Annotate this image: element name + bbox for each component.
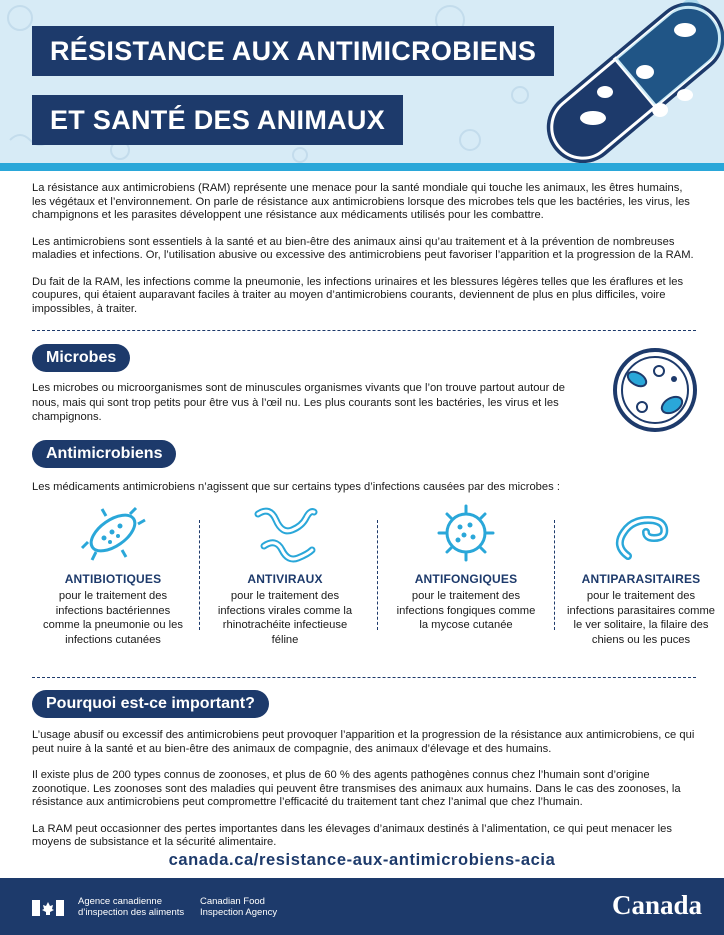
why-heading: Pourquoi est-ce important? [32, 690, 269, 718]
agency-en-line-2: Inspection Agency [200, 907, 278, 918]
antiparasitaires-desc: pour le traitement des infections parasitaires comme le ver solitaire, la filaire des chiens ou les puces [567, 590, 715, 646]
divider [32, 677, 696, 678]
why-section [32, 729, 696, 863]
antibiotiques-desc: pour le traitement des infections bactériennes comme la pneumonie ou les infections cutanées [43, 590, 183, 646]
antimicrobiens-heading: Antimicrobiens [32, 440, 176, 468]
animals-capsule-icon [535, 0, 724, 163]
agency-name-en [200, 896, 277, 918]
antifongiques-desc: pour le traitement des infections fongiques comme la mycose cutanée [396, 590, 536, 631]
footer-bar [0, 878, 724, 935]
virus-strand-icon [250, 502, 320, 564]
agency-fr-line-1: Agence canadienne [78, 896, 162, 907]
website-link[interactable]: canada.ca/resistance-aux-antimicrobiens-acia [168, 851, 556, 869]
microscope-dish-icon [612, 347, 698, 433]
antiparasitaires-name: ANTIPARASITAIRES [581, 572, 701, 586]
canada-flag-icon [32, 900, 64, 916]
antifongiques-column [391, 500, 541, 633]
header-banner [0, 0, 724, 163]
antifongiques-name: ANTIFONGIQUES [414, 572, 518, 586]
why-paragraph-2: Il existe plus de 200 types connus de zoonoses, et plus de 60 % des agents pathogènes connus chez l’humain sont d’origine zoonotique. Les zoonoses sont des maladies qui peuvent être transmises des animaux aux humains. Dans le cas des zoonoses, la résistance aux antimicrobiens peut compromettre l’efficacité du traitement tant chez l’animal que chez l’humain. [32, 769, 681, 808]
antiparasitaires-column [566, 500, 716, 647]
intro-section [32, 182, 696, 329]
intro-paragraph-2: Les antimicrobiens sont essentiels à la santé et au bien-être des animaux ainsi qu’au traitement et à la prévention de nombreuses maladies et infections. Or, l’utilisation abusive ou excessive des antimicrobiens peut favoriser l’apparition et la progression de la RAM. [32, 235, 694, 261]
divider [32, 330, 696, 331]
intro-paragraph-3: Du fait de la RAM, les infections comme la pneumonie, les infections urinaires et les blessures légères telles que les éraflures et les coupures, qui étaient auparavant faciles à traiter au moyen d’antimicrobiens courants, deviennent de plus en plus difficiles, voire impossibles, à traiter. [32, 275, 684, 315]
agency-en-line-1: Canadian Food [200, 896, 265, 907]
parasite-worm-icon [608, 502, 674, 564]
intro-paragraph-1: La résistance aux antimicrobiens (RAM) représente une menace pour la santé mondiale qui touche les animaux, les êtres humains, les végétaux et l’environnement. On parle de résistance aux antimicrobiens lorsque des microbes tels que les bactéries, les virus, les champignons et les parasites développent une résistance aux médicaments utilisés pour les combattre. [32, 182, 690, 221]
agency-fr-line-2: d’inspection des aliments [78, 907, 185, 918]
antibiotiques-column [38, 500, 188, 647]
canada-wordmark: Canada [611, 890, 702, 920]
antiviraux-column [210, 500, 360, 647]
why-paragraph-3: La RAM peut occasionner des pertes importantes dans les élevages d’animaux destinés à l’alimentation, ce qui peut menacer les moyens de subsistance et la sécurité alimentaire. [32, 822, 672, 848]
column-divider [554, 520, 555, 630]
bacteria-icon [78, 502, 148, 564]
agency-name-fr [78, 896, 184, 918]
title-line-2: ET SANTÉ DES ANIMAUX [32, 95, 403, 145]
header-stripe [0, 163, 724, 171]
antiviraux-desc: pour le traitement des infections virales comme la rhinotrachéite infectieuse féline [217, 590, 353, 646]
antimicrobiens-intro: Les médicaments antimicrobiens n’agissent que sur certains types d’infections causées par des microbes : [32, 481, 560, 493]
why-paragraph-1: L’usage abusif ou excessif des antimicrobiens peut provoquer l’apparition et la progression de la résistance aux antimicrobiens, ce qui peut nuire à la santé et au bien-être des animaux de compagnie, des animaux d’élevage et des humains. [32, 729, 695, 755]
title-line-1: RÉSISTANCE AUX ANTIMICROBIENS [32, 26, 554, 76]
antibiotiques-name: ANTIBIOTIQUES [64, 572, 162, 586]
fungus-spore-icon [433, 502, 499, 564]
microbes-heading: Microbes [32, 344, 130, 372]
antiviraux-name: ANTIVIRAUX [247, 572, 323, 586]
column-divider [377, 520, 378, 630]
column-divider [199, 520, 200, 630]
microbes-text: Les microbes ou microorganismes sont de minuscules organismes vivants que l’on trouve partout autour de nous, mais qui sont trop petits pour être vus à l’œil nu. Les plus courants sont les bactéries, les virus et les champignons. [32, 382, 565, 423]
